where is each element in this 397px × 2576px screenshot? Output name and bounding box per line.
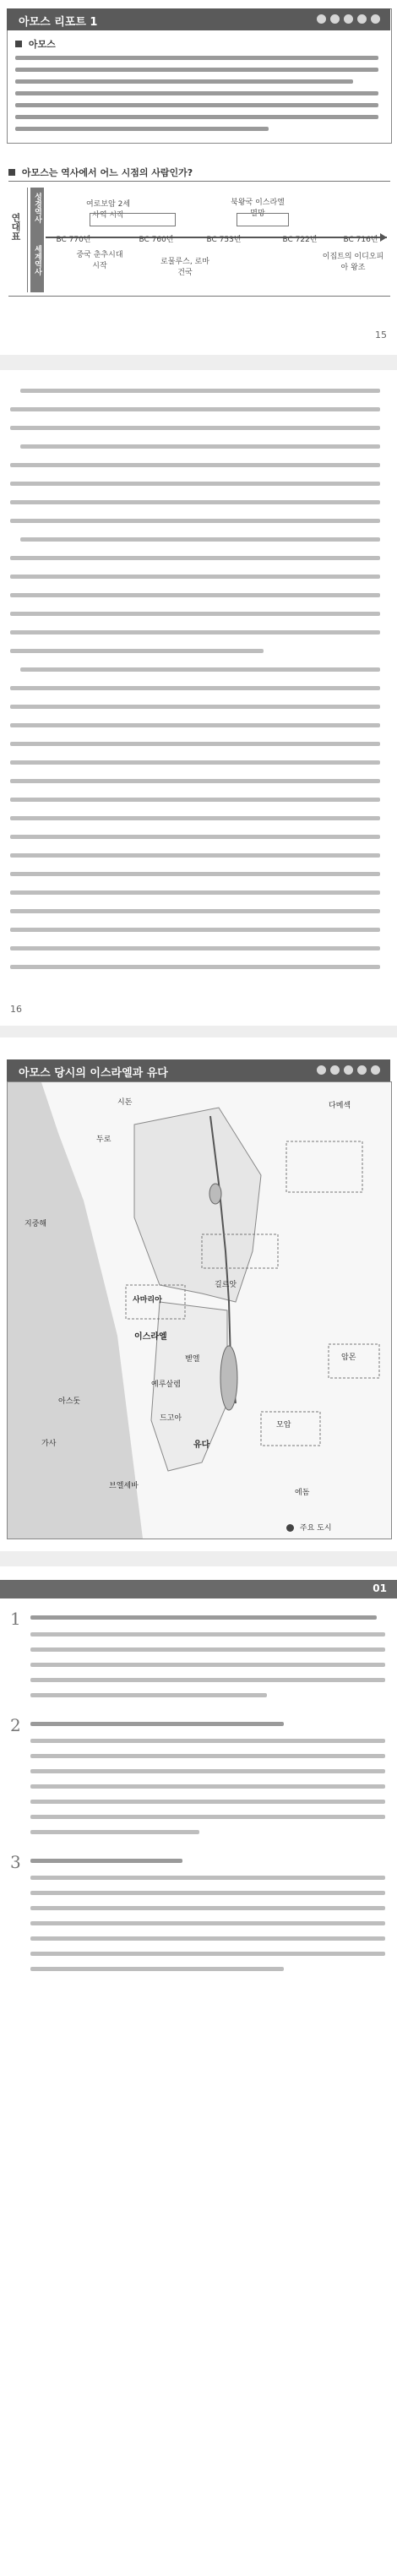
page-footer: [370, 329, 387, 340]
map-label-gilead: 길르앗: [215, 1281, 237, 1289]
timeline-date: BC 753년: [206, 236, 242, 244]
dot-icon: [330, 1065, 340, 1075]
study-header-bar: [0, 1580, 397, 1598]
square-bullet-icon: [8, 169, 15, 176]
map-label-ammon: 암몬: [341, 1353, 356, 1362]
map-label-israel: 이스라엘: [134, 1332, 167, 1342]
timeline-top-band: [30, 188, 44, 240]
study-item-number: 1: [10, 1609, 21, 1629]
header-dots: [317, 14, 380, 24]
timeline-bottom-band: [30, 240, 44, 292]
dot-icon: [344, 14, 353, 24]
timeline-chart: [8, 188, 390, 292]
israel-region: [134, 1108, 261, 1302]
report-title: 아모스 리포트 1: [19, 16, 98, 29]
dot-icon: [371, 14, 380, 24]
timeline-date: BC 770년: [56, 236, 91, 244]
square-bullet-icon: [15, 41, 22, 47]
map-label-gaza: 가사: [41, 1440, 57, 1448]
timeline-event-bottom: 중국 춘추시대 시작: [76, 251, 123, 270]
map-label-tyre: 두로: [96, 1136, 111, 1144]
timeline-event-top-box: [237, 213, 289, 226]
timeline-event-top-box: [90, 213, 176, 226]
timeline-event-bottom: 로물루스, 로마 건국: [160, 258, 209, 277]
map-label-judah: 유다: [193, 1440, 210, 1450]
syria-box: [286, 1141, 362, 1192]
page-footer: [10, 1004, 27, 1015]
page-number: 16: [10, 1004, 22, 1015]
map-legend-label: 주요 도시: [299, 1524, 332, 1533]
map: [7, 1081, 392, 1539]
timeline-row-top-label: 성경역사: [33, 193, 41, 223]
header-dots: [317, 1065, 380, 1075]
timeline-event-top: 여로보암 2세 사역 시작: [85, 200, 131, 220]
study-item-number: 3: [10, 1852, 21, 1872]
report-subtitle: 아모스: [28, 39, 56, 50]
study-item-number: 2: [10, 1715, 21, 1735]
sea-area: [8, 1082, 143, 1539]
dead-sea: [220, 1346, 237, 1410]
dot-icon: [371, 1065, 380, 1075]
page-divider: [0, 355, 397, 370]
map-label-edom: 에돔: [295, 1489, 310, 1497]
dot-icon: [317, 14, 326, 24]
map-label-ashdod: 아스돗: [58, 1397, 81, 1406]
page-number: 15: [375, 329, 387, 340]
dot-icon: [330, 14, 340, 24]
timeline-event-bottom: 이집트의 이디오피아 왕조: [322, 253, 384, 272]
map-svg: [8, 1082, 391, 1539]
map-label-samaria: 사마리아: [133, 1296, 162, 1304]
map-label-tekoa: 드고아: [160, 1414, 182, 1423]
map-header: [7, 1059, 390, 1081]
map-title: 아모스 당시의 이스라엘과 유다: [19, 1067, 168, 1080]
timeline-side-divider: [27, 188, 28, 292]
timeline-date: BC 722년: [282, 236, 318, 244]
map-legend: [286, 1522, 332, 1533]
page-divider: [0, 1551, 397, 1566]
dot-icon: [357, 1065, 367, 1075]
dot-icon: [317, 1065, 326, 1075]
timeline-side-label: 연대표: [10, 213, 21, 241]
timeline-date: BC 716년: [343, 236, 378, 244]
map-label-moab: 모압: [276, 1421, 291, 1430]
timeline-rule: [8, 181, 390, 182]
sea-of-galilee: [209, 1184, 221, 1204]
map-label-sidon: 시돈: [117, 1098, 133, 1107]
dot-icon: [357, 14, 367, 24]
timeline-question-row: [8, 166, 193, 179]
timeline-question: 아모스는 역사에서 어느 시점의 사람인가?: [21, 167, 193, 178]
timeline-bottom-rule: [8, 296, 390, 297]
city-marker-icon: [286, 1524, 294, 1532]
timeline-event-top: 북왕국 이스라엘 멸망: [231, 199, 285, 218]
page-divider: [0, 1026, 397, 1037]
map-label-jerusalem: 예루살렘: [151, 1381, 181, 1389]
map-label-bethel: 벧엘: [185, 1355, 200, 1364]
timeline-row-bottom-label: 세계역사: [33, 245, 41, 275]
timeline-date: BC 760년: [139, 236, 174, 244]
map-label-damascus: 다메섹: [329, 1102, 351, 1110]
map-label-beersheba: 브엘세바: [109, 1482, 139, 1490]
dot-icon: [344, 1065, 353, 1075]
report-subtitle-row: [15, 37, 56, 51]
map-label-mediterranean: 지중해: [24, 1220, 47, 1228]
study-section-num: 01: [373, 1582, 387, 1594]
report-header: [7, 8, 390, 30]
